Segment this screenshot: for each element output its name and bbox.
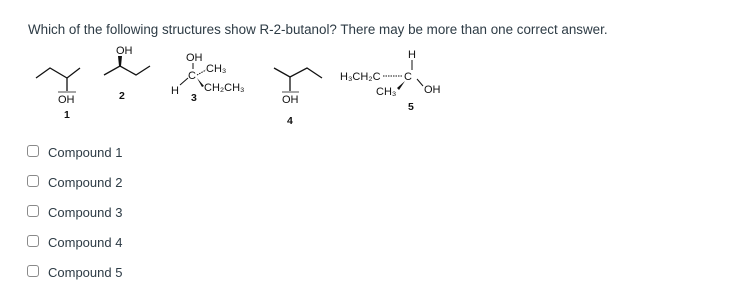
compound-2-number: 2 xyxy=(119,90,125,102)
compound-3-carbon: C xyxy=(188,70,196,82)
compound-4-number: 4 xyxy=(287,115,293,127)
structures-svg xyxy=(0,0,754,135)
option-compound-4[interactable] xyxy=(27,227,122,257)
compound-1-number: 1 xyxy=(64,109,70,121)
option-label: Compound 5 xyxy=(48,264,123,280)
compound-1-structure xyxy=(36,68,80,121)
checkbox-compound-1[interactable] xyxy=(27,145,39,157)
option-label: Compound 2 xyxy=(48,174,123,190)
option-compound-1[interactable] xyxy=(27,137,122,167)
option-label: Compound 4 xyxy=(48,234,123,250)
compound-5-oh: OH xyxy=(424,84,441,96)
compound-5-h3ch2c: H₃CH₂C xyxy=(340,71,381,83)
checkbox-compound-3[interactable] xyxy=(27,205,39,217)
compound-3-h: H xyxy=(171,85,179,97)
option-label: Compound 3 xyxy=(48,204,123,220)
question-text: Which of the following structures show R-2-butanol? There may be more than one correct answer. xyxy=(28,22,608,37)
checkbox-compound-4[interactable] xyxy=(27,235,39,247)
compound-5-number: 5 xyxy=(408,101,414,113)
structures-figure xyxy=(0,0,754,135)
compound-3-number: 3 xyxy=(191,92,197,104)
compound-4-structure xyxy=(274,68,322,127)
option-compound-5[interactable] xyxy=(27,257,122,287)
checkbox-compound-5[interactable] xyxy=(27,265,39,277)
compound-5-carbon: C xyxy=(404,71,412,83)
compound-5-structure xyxy=(340,49,441,113)
option-compound-2[interactable] xyxy=(27,167,122,197)
compound-5-h: H xyxy=(408,49,416,61)
compound-4-oh: OH xyxy=(282,94,299,106)
checkbox-compound-2[interactable] xyxy=(27,175,39,187)
answer-options xyxy=(27,137,122,287)
compound-3-ch2ch3: CH₂CH₃ xyxy=(204,82,245,94)
compound-3-structure xyxy=(171,52,245,104)
compound-3-oh: OH xyxy=(186,52,203,64)
option-label: Compound 1 xyxy=(48,144,123,160)
compound-2-oh: OH xyxy=(116,45,133,57)
option-compound-3[interactable] xyxy=(27,197,122,227)
compound-3-ch3: CH₃ xyxy=(206,63,227,75)
compound-5-ch3: CH₃ xyxy=(376,86,397,98)
compound-1-oh: OH xyxy=(58,94,75,106)
compound-2-structure xyxy=(104,45,150,102)
